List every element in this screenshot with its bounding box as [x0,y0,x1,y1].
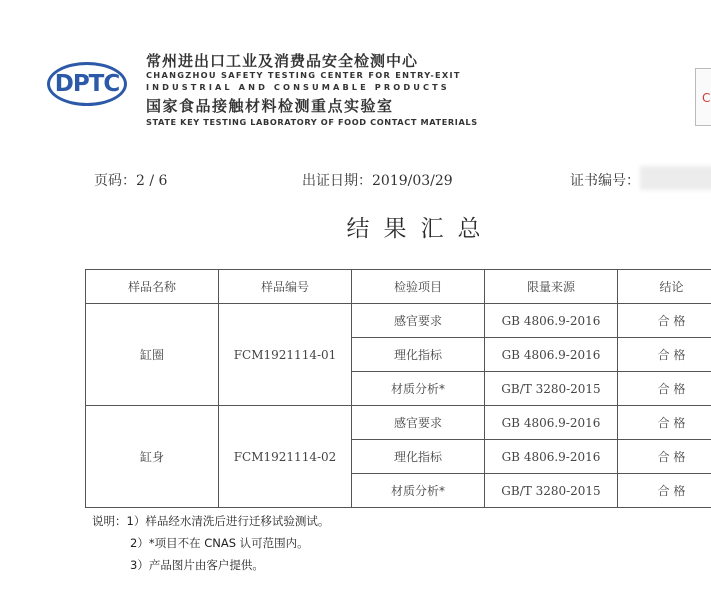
table-row [86,304,711,338]
table-header-row [86,270,711,304]
test-item-cell: 理化指标 [352,440,485,474]
lab-name-cn: 国家食品接触材料检测重点实验室 [146,97,394,115]
page-title: 结果汇总 [346,216,495,242]
header-limit-source: 限量来源 [485,270,618,304]
limit-source-cell: GB 4806.9-2016 [485,304,618,338]
limit-source-cell: GB/T 3280-2015 [485,474,618,508]
dptc-logo: DPTC [47,62,127,106]
conclusion-cell: 合 格 [618,304,711,338]
conclusion-cell: 合 格 [618,406,711,440]
cert-label: 证书编号： [570,173,640,189]
test-item-cell: 理化指标 [352,338,485,372]
conclusion-cell: 合 格 [618,440,711,474]
test-item-cell: 材质分析* [352,372,485,406]
test-item-cell: 材质分析* [352,474,485,508]
conclusion-cell: 合 格 [618,372,711,406]
limit-source-cell: GB 4806.9-2016 [485,440,618,474]
sample-code-cell: FCM1921114-01 [219,304,352,406]
page-number [94,170,167,190]
certificate-number [570,170,640,190]
stamp-char: C [702,91,711,105]
note-1: 说明：1）样品经水清洗后进行迁移试验测试。 [92,514,330,528]
sample-code-cell: FCM1921114-02 [219,406,352,508]
date-label: 出证日期： [302,173,372,189]
redacted-cert-number [640,166,711,190]
conclusion-cell: 合 格 [618,474,711,508]
note-2: 2）*项目不在 CNAS 认可范围内。 [130,536,309,550]
note-3: 3）产品图片由客户提供。 [130,558,264,572]
date-value: 2019/03/29 [372,173,453,189]
header-test-item: 检验项目 [352,270,485,304]
header-sample-name: 样品名称 [86,270,219,304]
test-item-cell: 感官要求 [352,406,485,440]
org-name-cn: 常州进出口工业及消费品安全检测中心 [146,52,419,70]
lab-name-en: STATE KEY TESTING LABORATORY OF FOOD CONTACT MATERIALS [146,117,478,127]
table-row [86,406,711,440]
results-table [85,269,711,508]
limit-source-cell: GB 4806.9-2016 [485,338,618,372]
page-label: 页码： [94,173,136,189]
stamp-edge [695,68,711,126]
org-name-en-line2: INDUSTRIAL AND CONSUMABLE PRODUCTS [146,82,450,92]
sample-name-cell: 缸身 [86,406,219,508]
test-item-cell: 感官要求 [352,304,485,338]
limit-source-cell: GB/T 3280-2015 [485,372,618,406]
header-conclusion: 结论 [618,270,711,304]
header-sample-code: 样品编号 [219,270,352,304]
conclusion-cell: 合 格 [618,338,711,372]
issue-date [302,170,453,190]
limit-source-cell: GB 4806.9-2016 [485,406,618,440]
sample-name-cell: 缸圈 [86,304,219,406]
page-value: 2 / 6 [136,173,168,189]
org-name-en-line1: CHANGZHOU SAFETY TESTING CENTER FOR ENTRY-EXIT [146,70,461,80]
